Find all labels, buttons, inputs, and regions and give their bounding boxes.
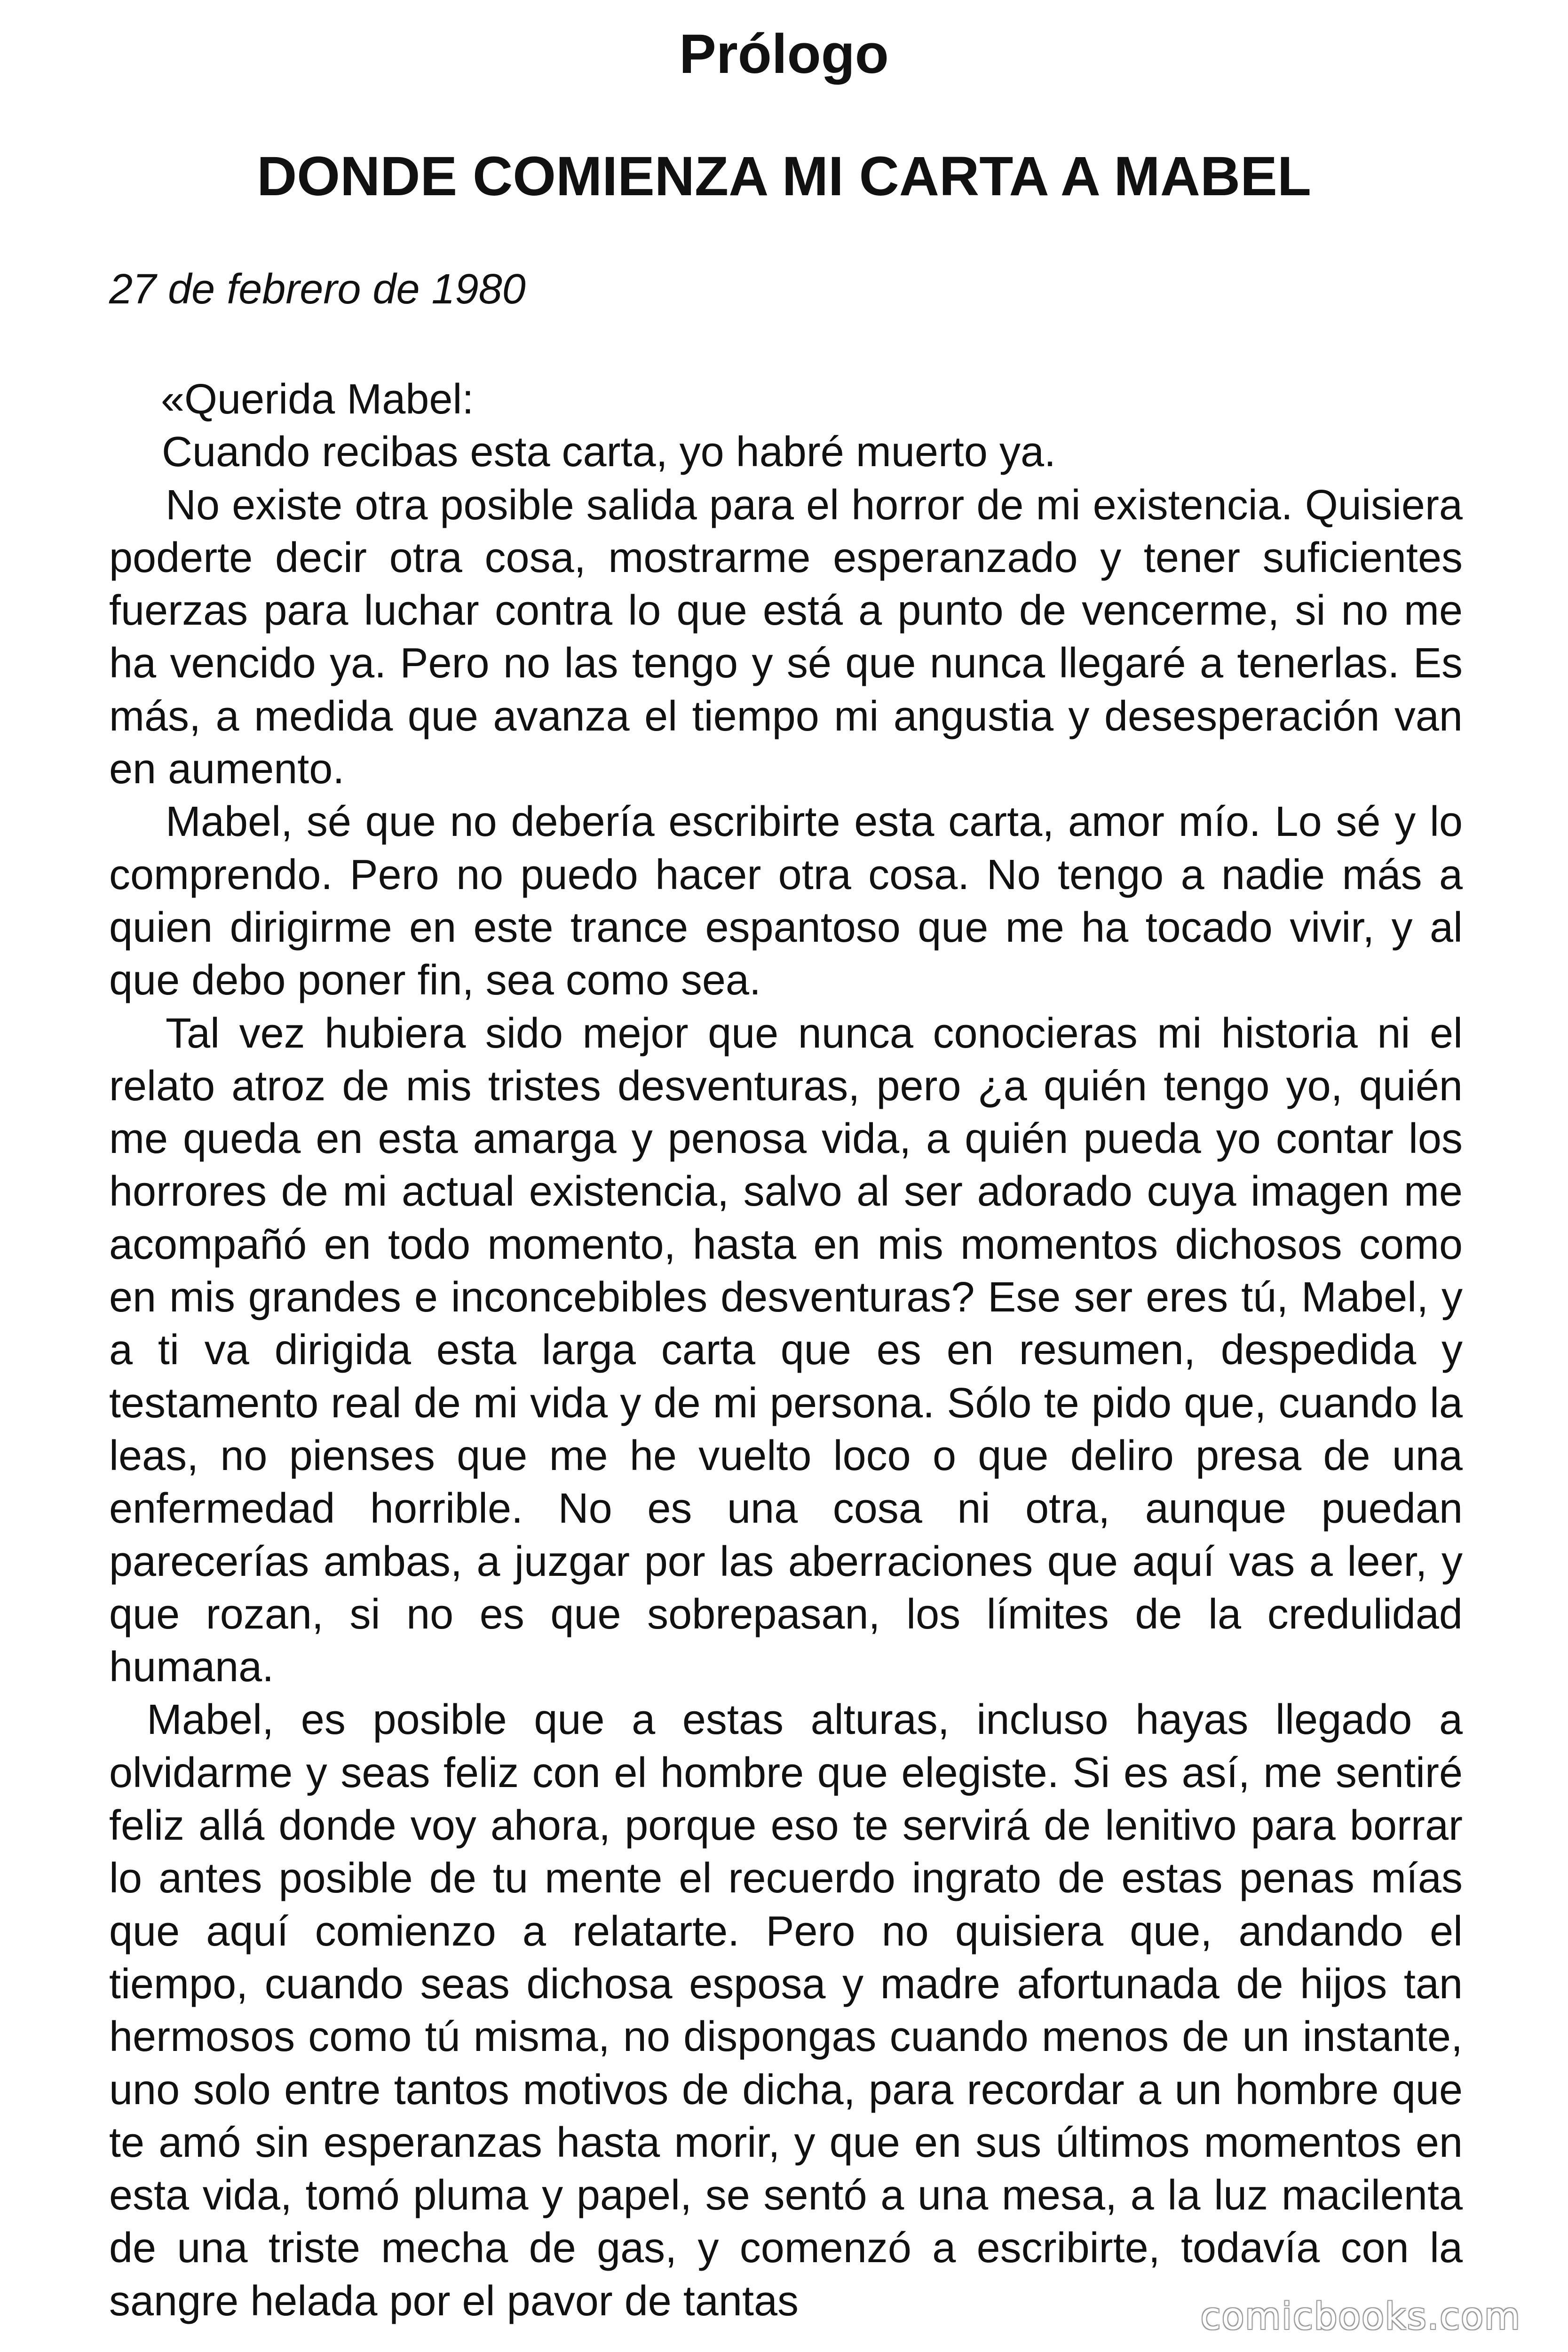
body-paragraph: Tal vez hubiera sido mejor que nunca conocieras mi historia ni el relato atroz de mis tristes desventuras, pero ¿a quién tengo yo, quién me queda en esta amarga y penosa vida, a quién pueda yo contar los horrores de mi actual existencia, salvo al ser adorado cuya imagen me acompañó en todo momento, hasta en mis momentos dichosos como en mis grandes e inconcebibles desventuras? Ese ser eres tú, Mabel, y a ti va dirigida esta larga carta que es en resumen, despedida y testamento real de mi vida y de mi persona. Sólo te pido que, cuando la leas, no pienses que me he vuelto loco o que deliro presa de una enfermedad horrible. No es una cosa ni otra, aunque puedan parecerías ambas, a juzgar por las aberraciones que aquí vas a leer, y que rozan, si no es que sobrepasan, los límites de la credulidad humana. (109, 1009, 1463, 1691)
chapter-title: DONDE COMIENZA MI CARTA A MABEL (257, 145, 1311, 207)
part-title: Prólogo (679, 23, 889, 85)
letter-body (109, 373, 1463, 2328)
body-paragraph: Mabel, sé que no debería escribirte esta carta, amor mío. Lo sé y lo comprendo. Pero no puedo hacer otra cosa. No tengo a nadie más a quien dirigirme en este trance espantoso que me ha tocado vivir, y al que debo poner fin, sea como sea. (109, 798, 1463, 1004)
site-watermark: comicbooks.com (1200, 2296, 1521, 2338)
body-paragraph: No existe otra posible salida para el horror de mi existencia. Quisiera poderte decir otra cosa, mostrarme esperanzado y tener suficientes fuerzas para luchar contra lo que está a punto de vencerme, si no me ha vencido ya. Pero no las tengo y sé que nunca llegaré a tenerlas. Es más, a medida que avanza el tiempo mi angustia y desesperación van en aumento. (109, 481, 1463, 793)
letter-salutation: «Querida Mabel: (161, 376, 474, 423)
body-paragraph: Mabel, es posible que a estas alturas, incluso hayas llegado a olvidarme y seas feliz con el hombre que elegiste. Si es así, me sentiré feliz allá donde voy ahora, porque eso te servirá de lenitivo para borrar lo antes posible de tu mente el recuerdo ingrato de estas penas mías que aquí comienzo a relatarte. Pero no quisiera que, andando el tiempo, cuando seas dichosa esposa y madre afortunada de hijos tan hermosos como tú misma, no dispongas cuando menos de un instante, uno solo entre tantos motivos de dicha, para recordar a un hombre que te amó sin esperanzas hasta morir, y que en sus últimos momentos en esta vida, tomó pluma y papel, se sentó a una mesa, a la luz macilenta de una triste mecha de gas, y comenzó a escribirte, todavía con la sangre helada por el pavor de tantas (109, 1696, 1463, 2325)
letter-date: 27 de febrero de 1980 (109, 266, 526, 313)
body-paragraph: Cuando recibas esta carta, yo habré muerto ya. (162, 429, 1056, 476)
